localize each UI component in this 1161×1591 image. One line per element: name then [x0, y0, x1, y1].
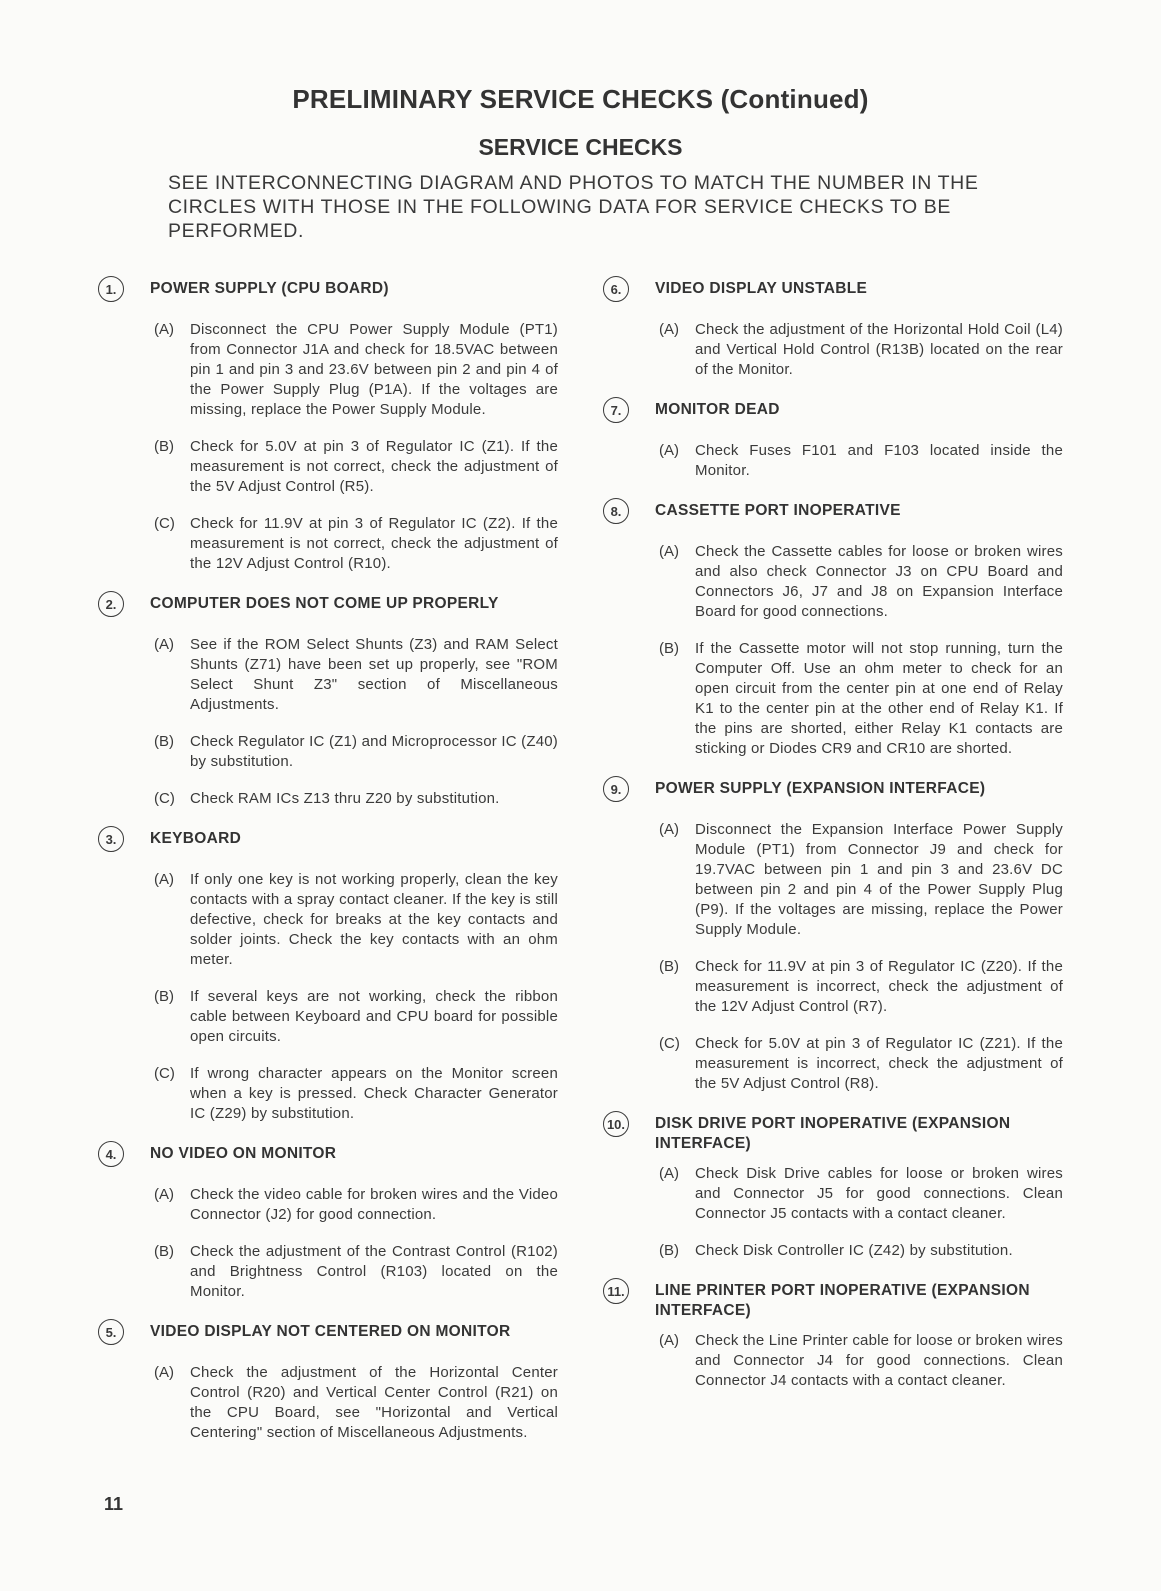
- item-letter: (A): [154, 636, 174, 653]
- service-check-section: [603, 276, 1063, 380]
- section-header: [98, 276, 558, 310]
- section-title: POWER SUPPLY (EXPANSION INTERFACE): [655, 780, 986, 797]
- section-header: [603, 776, 1063, 810]
- page-title: PRELIMINARY SERVICE CHECKS (Continued): [292, 84, 869, 114]
- service-check-section: [98, 826, 558, 1124]
- check-number-circle: 9.: [603, 776, 629, 802]
- section-title: KEYBOARD: [150, 830, 242, 847]
- check-item: [154, 1363, 558, 1443]
- item-text: Check Disk Drive cables for loose or broken wires and Connector J5 for good connections. Clean Connector J5 contacts with a contact cleaner.: [695, 1165, 1063, 1222]
- item-letter: (C): [659, 1035, 680, 1052]
- item-text: Check the Cassette cables for loose or broken wires and also check Connector J3 on CPU Board and Connectors J6, J7 and J8 on Expansion Interface Board for good connections.: [695, 543, 1063, 620]
- check-number-circle: 8.: [603, 498, 629, 524]
- check-item: [154, 732, 558, 772]
- check-item: [154, 635, 558, 715]
- check-item: [659, 957, 1063, 1017]
- item-text: Check for 5.0V at pin 3 of Regulator IC (Z1). If the measurement is not correct, check the adjustment of the 5V Adjust Control (R5).: [190, 438, 558, 495]
- section-title: MONITOR DEAD: [655, 401, 780, 418]
- section-header: [98, 591, 558, 625]
- item-letter: (B): [154, 988, 174, 1005]
- service-check-section: [603, 498, 1063, 759]
- check-item: [154, 870, 558, 970]
- check-item: [659, 1331, 1063, 1391]
- check-number-circle: 7.: [603, 397, 629, 423]
- service-check-section: [603, 1111, 1063, 1261]
- service-check-section: [98, 1319, 558, 1443]
- item-text: Check RAM ICs Z13 thru Z20 by substitution.: [190, 790, 500, 807]
- check-number-circle: 6.: [603, 276, 629, 302]
- service-check-section: [603, 776, 1063, 1094]
- item-letter: (A): [154, 1364, 174, 1381]
- check-item: [154, 514, 558, 574]
- check-item: [154, 320, 558, 420]
- check-item: [154, 789, 558, 809]
- service-check-section: [98, 1141, 558, 1302]
- item-letter: (B): [154, 1243, 174, 1260]
- check-number-circle: 2.: [98, 591, 124, 617]
- item-text: Check the adjustment of the Horizontal Hold Coil (L4) and Vertical Hold Control (R13B) located on the rear of the Monitor.: [695, 321, 1063, 378]
- item-text: Disconnect the CPU Power Supply Module (PT1) from Connector J1A and check for 18.5VAC between pin 1 and pin 3 and 23.6V between pin 2 and pin 4 of the Power Supply Plug (P1A). If the voltages are missing, replace the Power Supply Module.: [190, 321, 558, 418]
- section-header: [603, 1111, 1063, 1154]
- item-text: Check for 5.0V at pin 3 of Regulator IC (Z21). If the measurement is incorrect, check the adjustment of the 5V Adjust Control (R8).: [695, 1035, 1063, 1092]
- section-title: LINE PRINTER PORT INOPERATIVE (EXPANSION INTERFACE): [655, 1282, 1030, 1319]
- section-header: [98, 1319, 558, 1353]
- check-number-circle: 10.: [603, 1111, 629, 1137]
- item-text: If several keys are not working, check the ribbon cable between Keyboard and CPU board for possible open circuits.: [190, 988, 558, 1045]
- section-header: [603, 498, 1063, 532]
- item-letter: (A): [659, 442, 679, 459]
- section-title: POWER SUPPLY (CPU BOARD): [150, 280, 389, 297]
- check-item: [659, 441, 1063, 481]
- item-text: See if the ROM Select Shunts (Z3) and RAM Select Shunts (Z71) have been set up properly, see "ROM Select Shunt Z3" section of Miscellaneous Adjustments.: [190, 636, 558, 713]
- item-letter: (A): [154, 321, 174, 338]
- item-text: Check Fuses F101 and F103 located inside the Monitor.: [695, 442, 1063, 479]
- left-column: [98, 276, 558, 1460]
- section-title: COMPUTER DOES NOT COME UP PROPERLY: [150, 595, 499, 612]
- check-number-circle: 4.: [98, 1141, 124, 1167]
- check-item: [154, 1242, 558, 1302]
- item-letter: (B): [154, 733, 174, 750]
- check-item: [154, 437, 558, 497]
- check-item: [659, 320, 1063, 380]
- item-text: Check the adjustment of the Horizontal Center Control (R20) and Vertical Center Control (R21) on the CPU Board, see "Horizontal and Vertical Centering" section of Miscellaneous Adjustments.: [190, 1364, 558, 1441]
- item-text: Check Disk Controller IC (Z42) by substitution.: [695, 1242, 1013, 1259]
- item-letter: (A): [659, 1165, 679, 1182]
- item-letter: (A): [154, 1186, 174, 1203]
- section-header: [98, 826, 558, 860]
- check-item: [154, 987, 558, 1047]
- page-subtitle: SERVICE CHECKS: [478, 134, 683, 160]
- check-number-circle: 1.: [98, 276, 124, 302]
- item-letter: (B): [154, 438, 174, 455]
- section-header: [603, 397, 1063, 431]
- section-header: [603, 1278, 1063, 1321]
- section-title: VIDEO DISPLAY NOT CENTERED ON MONITOR: [150, 1323, 511, 1340]
- item-text: Check for 11.9V at pin 3 of Regulator IC (Z2). If the measurement is not correct, check the adjustment of the 12V Adjust Control (R10).: [190, 515, 558, 572]
- check-number-circle: 3.: [98, 826, 124, 852]
- section-title: CASSETTE PORT INOPERATIVE: [655, 502, 901, 519]
- check-item: [659, 639, 1063, 759]
- item-letter: (C): [154, 515, 175, 532]
- check-item: [659, 820, 1063, 940]
- item-text: If the Cassette motor will not stop running, turn the Computer Off. Use an ohm meter to check for an open circuit from the center pin at one end of Relay K1 to the center pin at the other end of Relay K1. If the pins are shorted, either Relay K1 contacts are sticking or Diodes CR9 and CR10 are shorted.: [695, 640, 1063, 757]
- item-text: Check the adjustment of the Contrast Control (R102) and Brightness Control (R103) located on the Monitor.: [190, 1243, 558, 1300]
- check-number-circle: 11.: [603, 1278, 629, 1304]
- item-text: Check the video cable for broken wires and the Video Connector (J2) for good connection.: [190, 1186, 558, 1223]
- item-letter: (A): [154, 871, 174, 888]
- item-text: Disconnect the Expansion Interface Power Supply Module (PT1) from Connector J9 and check for 19.7VAC between pin 1 and pin 3 and 23.6V DC between pin 2 and pin 4 of the Power Supply Plug (P9). If the voltages are missing, replace the Power Supply Module.: [695, 821, 1063, 938]
- section-title: VIDEO DISPLAY UNSTABLE: [655, 280, 868, 297]
- item-letter: (A): [659, 543, 679, 560]
- item-letter: (B): [659, 640, 679, 657]
- service-check-section: [98, 276, 558, 574]
- section-header: [98, 1141, 558, 1175]
- item-text: Check the Line Printer cable for loose or broken wires and Connector J4 for good connections. Clean Connector J4 contacts with a contact cleaner.: [695, 1332, 1063, 1389]
- item-text: If only one key is not working properly, clean the key contacts with a spray contact cleaner. If the key is still defective, check for breaks at the key contacts and solder joints. Check the key contacts with an ohm meter.: [190, 871, 558, 968]
- check-item: [659, 1164, 1063, 1224]
- item-text: Check Regulator IC (Z1) and Microprocessor IC (Z40) by substitution.: [190, 733, 558, 770]
- service-check-section: [603, 397, 1063, 481]
- page-number: 11: [104, 1494, 124, 1514]
- service-check-section: [98, 591, 558, 809]
- section-header: [603, 276, 1063, 310]
- item-text: Check for 11.9V at pin 3 of Regulator IC (Z20). If the measurement is incorrect, check the adjustment of the 12V Adjust Control (R7).: [695, 958, 1063, 1015]
- section-title: NO VIDEO ON MONITOR: [150, 1145, 337, 1162]
- right-column: [603, 276, 1063, 1408]
- item-letter: (B): [659, 1242, 679, 1259]
- item-text: If wrong character appears on the Monitor screen when a key is pressed. Check Character Generator IC (Z29) by substitution.: [190, 1065, 558, 1122]
- item-letter: (C): [154, 790, 175, 807]
- intro-paragraph: SEE INTERCONNECTING DIAGRAM AND PHOTOS TO MATCH THE NUMBER IN THE CIRCLES WITH THOSE IN THE FOLLOWING DATA FOR SERVICE CHECKS TO BE PERFORMED.: [168, 172, 979, 242]
- item-letter: (A): [659, 1332, 679, 1349]
- check-item: [154, 1064, 558, 1124]
- item-letter: (C): [154, 1065, 175, 1082]
- item-letter: (B): [659, 958, 679, 975]
- item-letter: (A): [659, 321, 679, 338]
- item-letter: (A): [659, 821, 679, 838]
- check-item: [154, 1185, 558, 1225]
- section-title: DISK DRIVE PORT INOPERATIVE (EXPANSION INTERFACE): [655, 1115, 1011, 1152]
- service-check-section: [603, 1278, 1063, 1391]
- check-item: [659, 542, 1063, 622]
- check-number-circle: 5.: [98, 1319, 124, 1345]
- check-item: [659, 1034, 1063, 1094]
- check-item: [659, 1241, 1063, 1261]
